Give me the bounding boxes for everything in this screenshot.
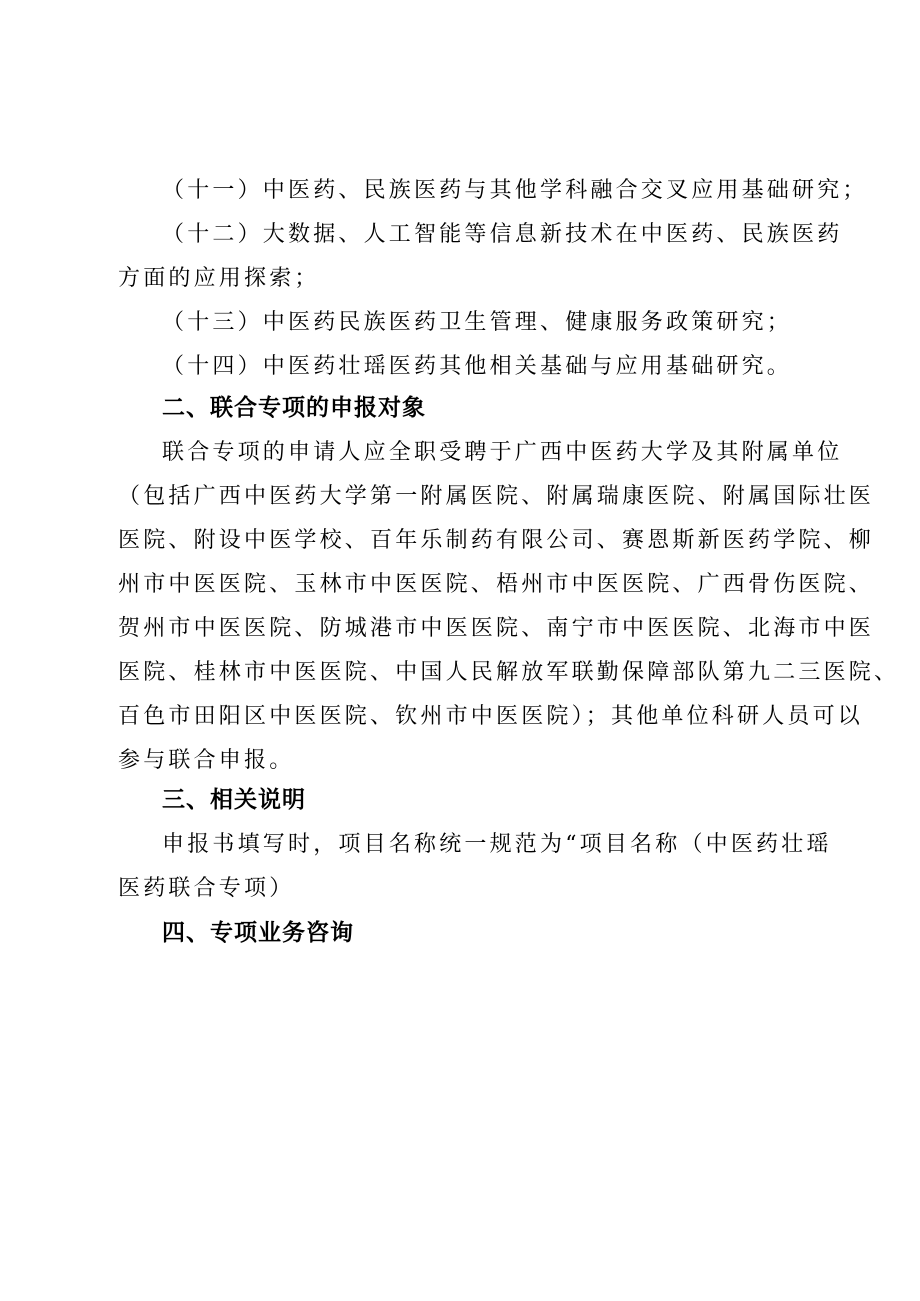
list-item-12: （十二）大数据、人工智能等信息新技术在中医药、民族医药: [162, 222, 843, 247]
paragraph-line: 参与联合申报。: [118, 748, 295, 773]
paragraph-line: 州市中医医院、玉林市中医医院、梧州市中医医院、广西骨伤医院、: [118, 572, 875, 597]
paragraph-line: 联合专项的申请人应全职受聘于广西中医药大学及其附属单位: [162, 440, 843, 465]
paragraph-line: （包括广西中医药大学第一附属医院、附属瑞康医院、附属国际壮医: [118, 484, 875, 509]
paragraph-line: 贺州市中医医院、防城港市中医医院、南宁市中医医院、北海市中医: [118, 616, 875, 641]
paragraph-line: 医药联合专项）: [118, 876, 295, 901]
paragraph-line: 医院、附设中医学校、百年乐制药有限公司、赛恩斯新医药学院、柳: [118, 528, 875, 553]
section-heading-consultation: 四、专项业务咨询: [162, 920, 354, 946]
list-item-11: （十一）中医药、民族医药与其他学科融合交叉应用基础研究；: [162, 178, 868, 203]
list-item-14: （十四）中医药壮瑶医药其他相关基础与应用基础研究。: [162, 354, 793, 379]
paragraph-line: 百色市田阳区中医医院、钦州市中医医院）；其他单位科研人员可以: [118, 704, 864, 729]
list-item-13: （十三）中医药民族医药卫生管理、健康服务政策研究；: [162, 310, 793, 335]
paragraph-line: 医院、桂林市中医医院、中国人民解放军联勤保障部队第九二三医院、: [118, 660, 900, 685]
paragraph-line: 申报书填写时，项目名称统一规范为“项目名称（中医药壮瑶: [162, 832, 832, 857]
section-heading-applicants: 二、联合专项的申报对象: [162, 395, 426, 421]
list-item-12-continuation: 方面的应用探索；: [118, 266, 320, 291]
section-heading-notes: 三、相关说明: [162, 787, 306, 813]
